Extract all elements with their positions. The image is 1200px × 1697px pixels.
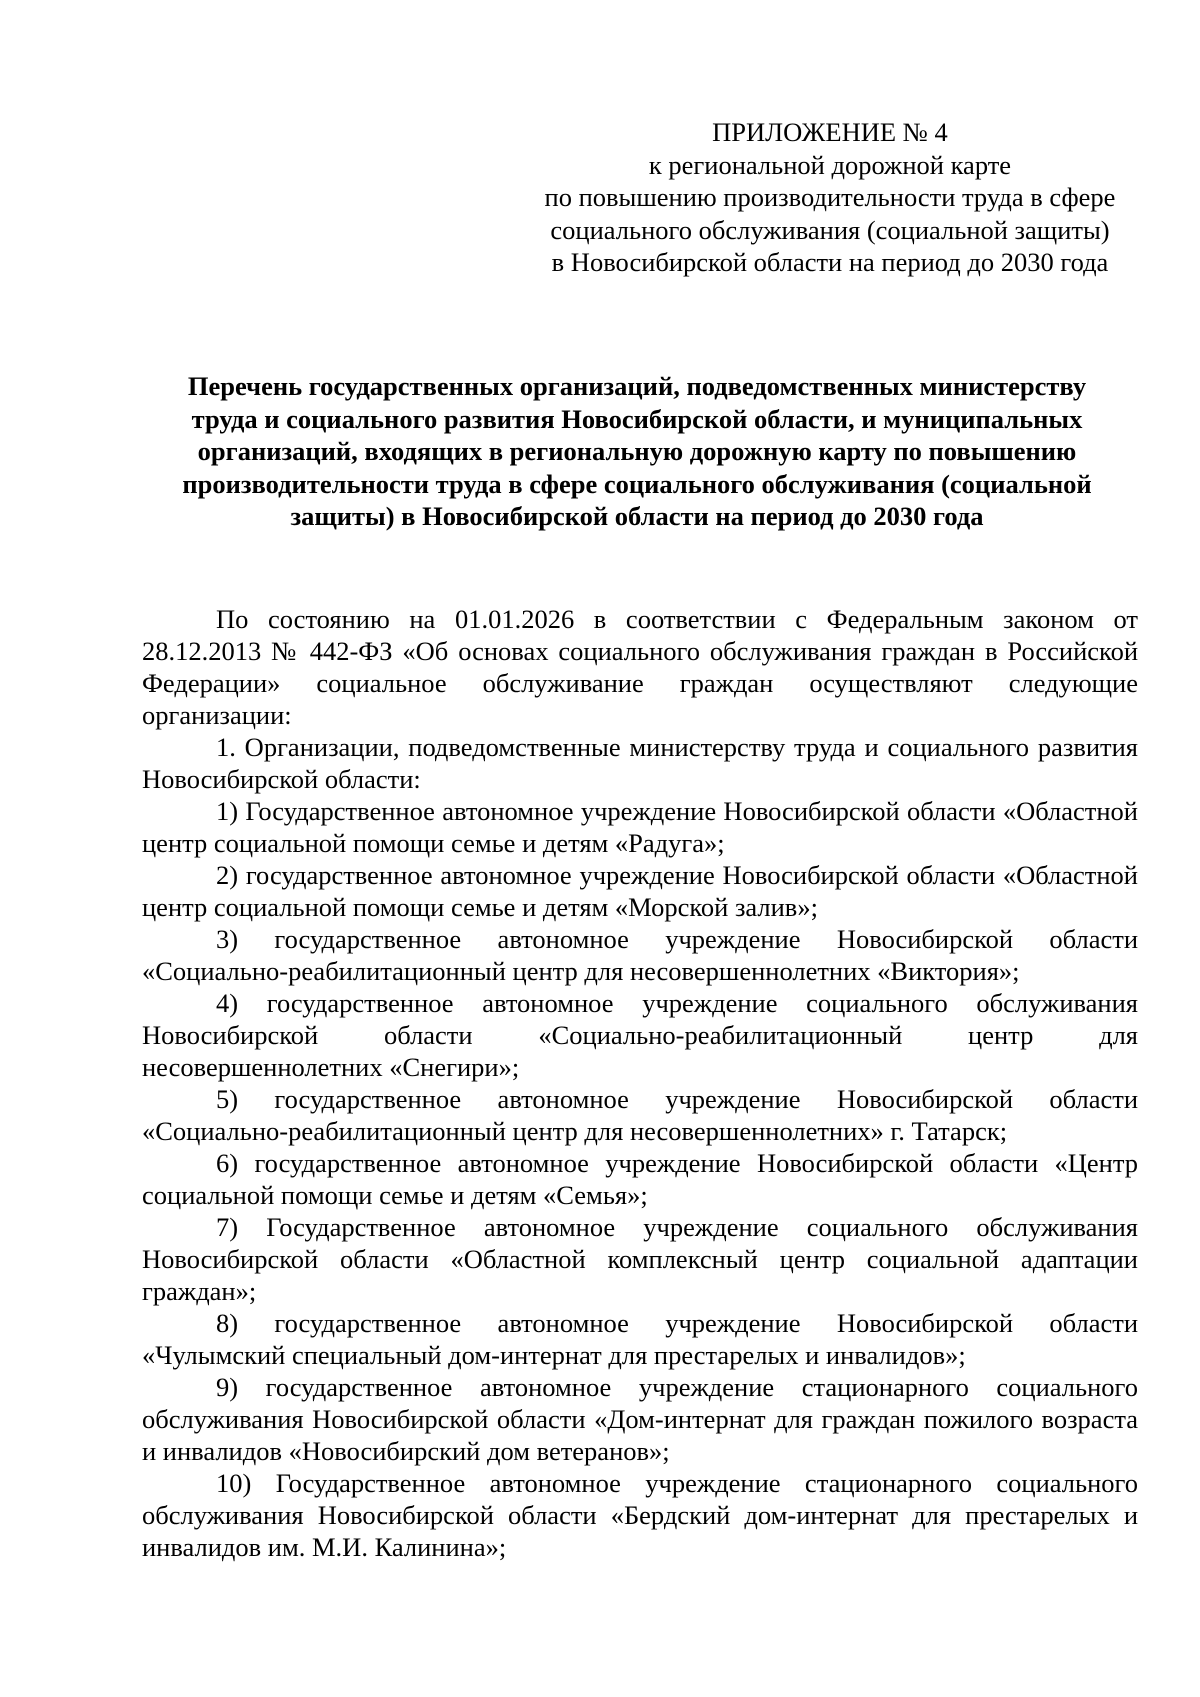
list-item: 10) Государственное автономное учреждение стационарного социального обслуживания Новосибирской области «Бердский дом-интернат для престарелых и инвалидов им. М.И. Калинина»; bbox=[142, 1468, 1138, 1562]
appendix-line: к региональной дорожной карте bbox=[648, 149, 1012, 180]
list-item: 1) Государственное автономное учреждение Новосибирской области «Областной центр социальной помощи семье и детям «Радуга»; bbox=[142, 796, 1138, 858]
intro-paragraph: По состоянию на 01.01.2026 в соответствии с Федеральным законом от 28.12.2013 № 442-ФЗ «Об основах социального обслуживания граждан в Российской Федерации» социальное обслуживание граждан осуществляют следующие организации: bbox=[142, 604, 1138, 730]
appendix-line: социального обслуживания (социальной защиты) bbox=[550, 214, 1110, 245]
list-item: 6) государственное автономное учреждение Новосибирской области «Центр социальной помощи семье и детям «Семья»; bbox=[142, 1148, 1138, 1210]
title-line: труда и социального развития Новосибирской области, и муниципальных bbox=[191, 403, 1083, 434]
title-line: производительности труда в сфере социального обслуживания (социальной bbox=[182, 468, 1092, 499]
list-item: 7) Государственное автономное учреждение социального обслуживания Новосибирской области «Областной комплексный центр социальной адаптации граждан»; bbox=[142, 1212, 1138, 1306]
appendix-header bbox=[520, 116, 1140, 279]
appendix-number: ПРИЛОЖЕНИЕ № 4 bbox=[712, 117, 948, 147]
title-line: Перечень государственных организаций, подведомственных министерству bbox=[187, 371, 1087, 401]
list-item: 4) государственное автономное учреждение социального обслуживания Новосибирской области «Социально-реабилитационный центр для несовершеннолетних «Снегири»; bbox=[142, 988, 1138, 1082]
list-item: 8) государственное автономное учреждение Новосибирской области «Чулымский специальный дом-интернат для престарелых и инвалидов»; bbox=[142, 1308, 1138, 1370]
document-body bbox=[142, 603, 1138, 1563]
document-title bbox=[140, 370, 1134, 533]
appendix-line: в Новосибирской области на период до 2030 года bbox=[551, 247, 1109, 277]
title-line: защиты) в Новосибирской области на период до 2030 года bbox=[290, 501, 984, 531]
list-item: 9) государственное автономное учреждение стационарного социального обслуживания Новосибирской области «Дом-интернат для граждан пожилого возраста и инвалидов «Новосибирский дом ветеранов»; bbox=[142, 1372, 1138, 1466]
title-line: организаций, входящих в региональную дорожную карту по повышению bbox=[197, 436, 1077, 466]
list-item: 3) государственное автономное учреждение Новосибирской области «Социально-реабилитационный центр для несовершеннолетних «Виктория»; bbox=[142, 924, 1138, 986]
appendix-line: по повышению производительности труда в сфере bbox=[544, 182, 1116, 212]
list-item: 5) государственное автономное учреждение Новосибирской области «Социально-реабилитационный центр для несовершеннолетних» г. Татарск; bbox=[142, 1084, 1138, 1146]
list-item: 2) государственное автономное учреждение Новосибирской области «Областной центр социальной помощи семье и детям «Морской залив»; bbox=[142, 860, 1138, 922]
section-heading: 1. Организации, подведомственные министерству труда и социального развития Новосибирской области: bbox=[142, 732, 1138, 794]
